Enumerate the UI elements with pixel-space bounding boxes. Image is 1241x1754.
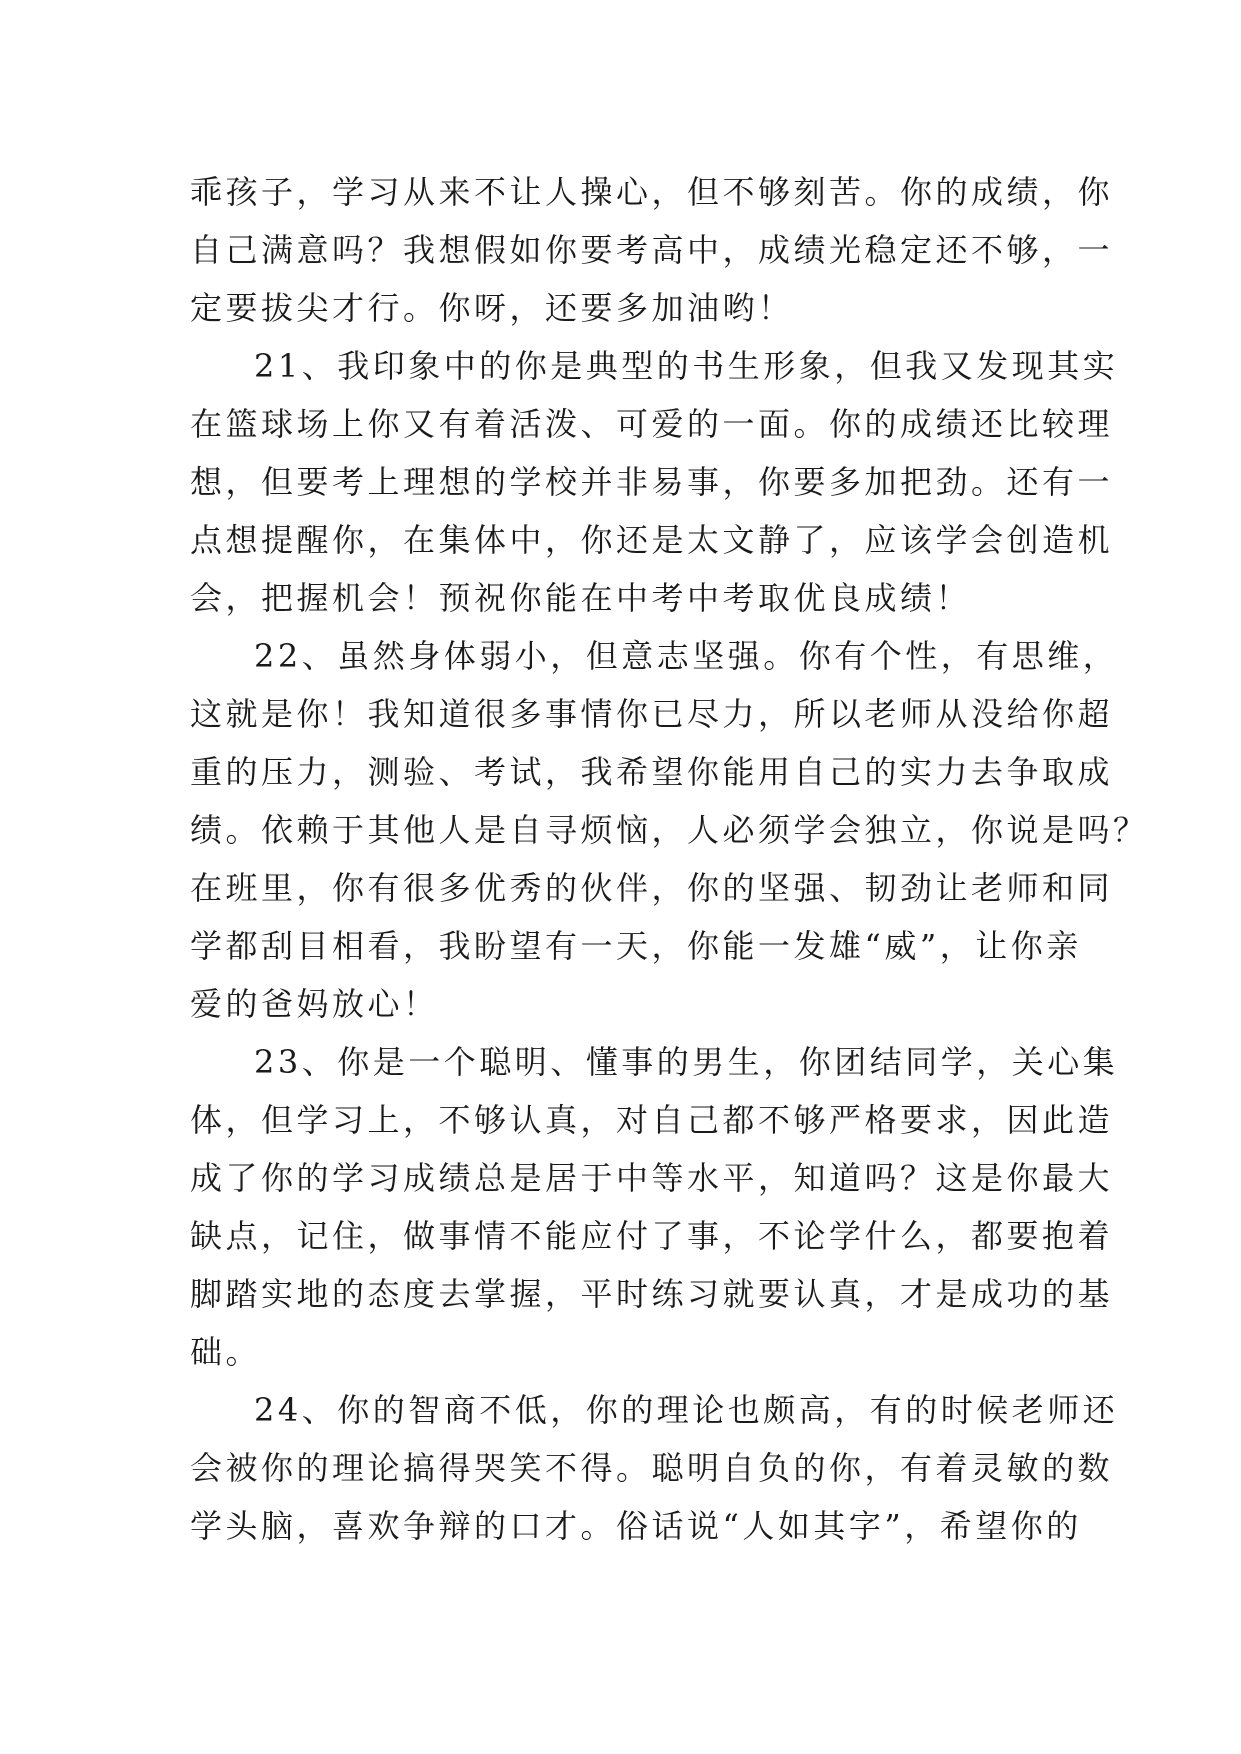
text-line: 自己满意吗？我想假如你要考高中，成绩光稳定还不够，一 [190,231,1114,269]
text-line: 点想提醒你，在集体中，你还是太文静了，应该学会创造机 [190,521,1114,559]
text-line: 缺点，记住，做事情不能应付了事，不论学什么，都要抱着 [190,1217,1114,1255]
text-line: 在班里，你有很多优秀的伙伴，你的坚强、韧劲让老师和同 [190,869,1114,907]
text-line: 21、我印象中的你是典型的书生形象，但我又发现其实 [254,347,1119,385]
text-line: 这就是你！我知道很多事情你已尽力，所以老师从没给你超 [190,695,1114,733]
document-body [190,163,1149,1555]
text-line: 成了你的学习成绩总是居于中等水平，知道吗？这是你最大 [190,1159,1114,1197]
text-line: 22、虽然身体弱小，但意志坚强。你有个性，有思维， [254,637,1119,675]
text-line: 想，但要考上理想的学校并非易事，你要多加把劲。还有一 [190,463,1114,501]
text-line: 学都刮目相看，我盼望有一天，你能一发雄“威”，让你亲 [190,927,1082,965]
paragraph-23 [190,1033,1119,1381]
text-line: 学头脑，喜欢争辩的口才。俗话说“人如其字”，希望你的 [190,1507,1082,1545]
text-line: 在篮球场上你又有着活泼、可爱的一面。你的成绩还比较理 [190,405,1114,443]
paragraph-20-continued [190,163,1114,337]
text-line: 重的压力，测验、考试，我希望你能用自己的实力去争取成 [190,753,1114,791]
text-line: 体，但学习上，不够认真，对自己都不够严格要求，因此造 [190,1101,1114,1139]
text-line: 绩。依赖于其他人是自寻烦恼，人必须学会独立，你说是吗？ [190,811,1149,849]
paragraph-21 [190,337,1119,627]
text-line: 会，把握机会！预祝你能在中考中考取优良成绩！ [190,579,972,617]
text-line: 24、你的智商不低，你的理论也颇高，有的时候老师还 [254,1391,1119,1429]
text-line: 爱的爸妈放心！ [190,985,439,1023]
paragraph-24 [190,1381,1119,1555]
text-line: 定要拔尖才行。你呀，还要多加油哟！ [190,289,794,327]
text-line: 乖孩子，学习从来不让人操心，但不够刻苦。你的成绩，你 [190,173,1114,211]
text-line: 23、你是一个聪明、懂事的男生，你团结同学，关心集 [254,1043,1119,1081]
text-line: 脚踏实地的态度去掌握，平时练习就要认真，才是成功的基 [190,1275,1114,1313]
paragraph-22 [190,627,1149,1033]
text-line: 础。 [190,1333,262,1371]
text-line: 会被你的理论搞得哭笑不得。聪明自负的你，有着灵敏的数 [190,1449,1114,1487]
